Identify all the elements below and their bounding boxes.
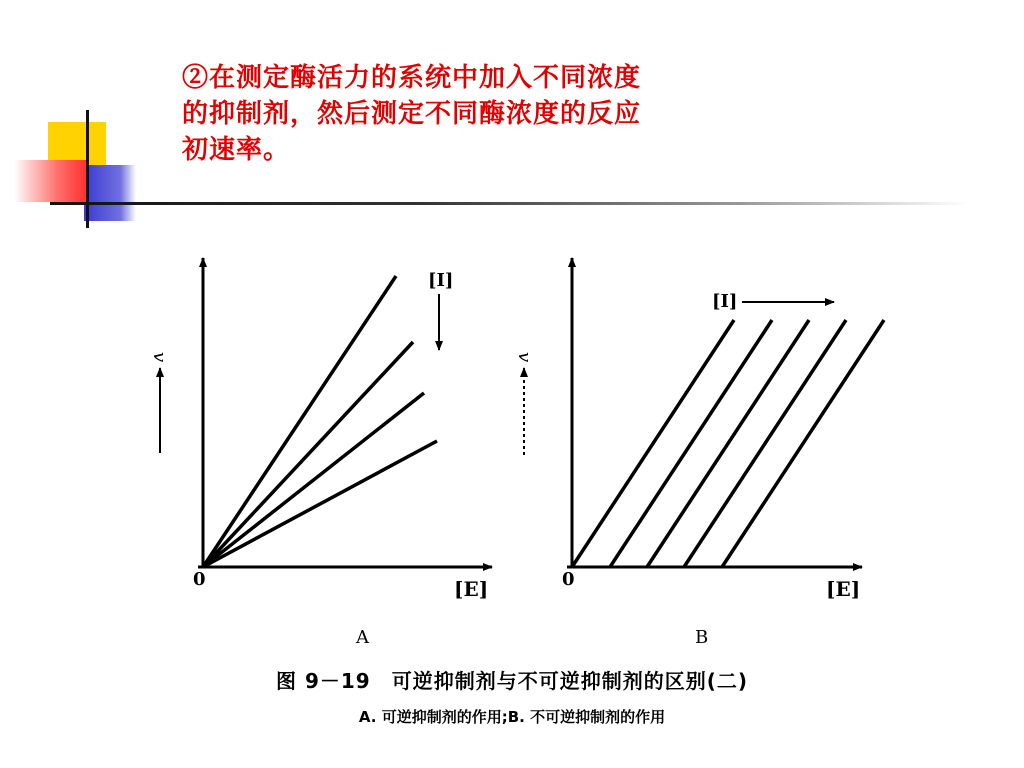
panel-a xyxy=(149,258,492,648)
panel-b-inhibitor-label: [I] xyxy=(712,291,738,312)
panel-a-inhibitor-label: [I] xyxy=(428,270,454,291)
title-line-2: 的抑制剂，然后测定不同酶浓度的反应 xyxy=(182,99,642,129)
panel-a-origin-label: 0 xyxy=(193,569,206,590)
panel-a-line-3 xyxy=(203,393,424,567)
panel-a-line-1 xyxy=(203,276,396,567)
panel-b-label: B xyxy=(695,627,709,648)
panel-b-x-label: [E] xyxy=(826,577,861,601)
panel-b xyxy=(514,258,884,648)
panel-a-line-4 xyxy=(203,441,437,567)
title-line-1: ②在测定酶活力的系统中加入不同浓度 xyxy=(182,63,642,93)
figure-caption-sub: A. 可逆抑制剂的作用;B. 不可逆抑制剂的作用 xyxy=(358,708,666,726)
panel-a-y-label: v xyxy=(149,352,170,363)
panel-b-y-label: v xyxy=(514,352,535,363)
figure-caption-main: 图 9－19 可逆抑制剂与不可逆抑制剂的区别(二) xyxy=(276,669,748,693)
panel-a-line-2 xyxy=(203,342,413,567)
title-line-3: 初速率。 xyxy=(182,135,291,165)
panel-b-origin-label: 0 xyxy=(562,569,575,590)
panel-a-label: A xyxy=(356,627,369,648)
panel-a-x-label: [E] xyxy=(454,577,489,601)
panel-b-line-3 xyxy=(647,320,809,567)
